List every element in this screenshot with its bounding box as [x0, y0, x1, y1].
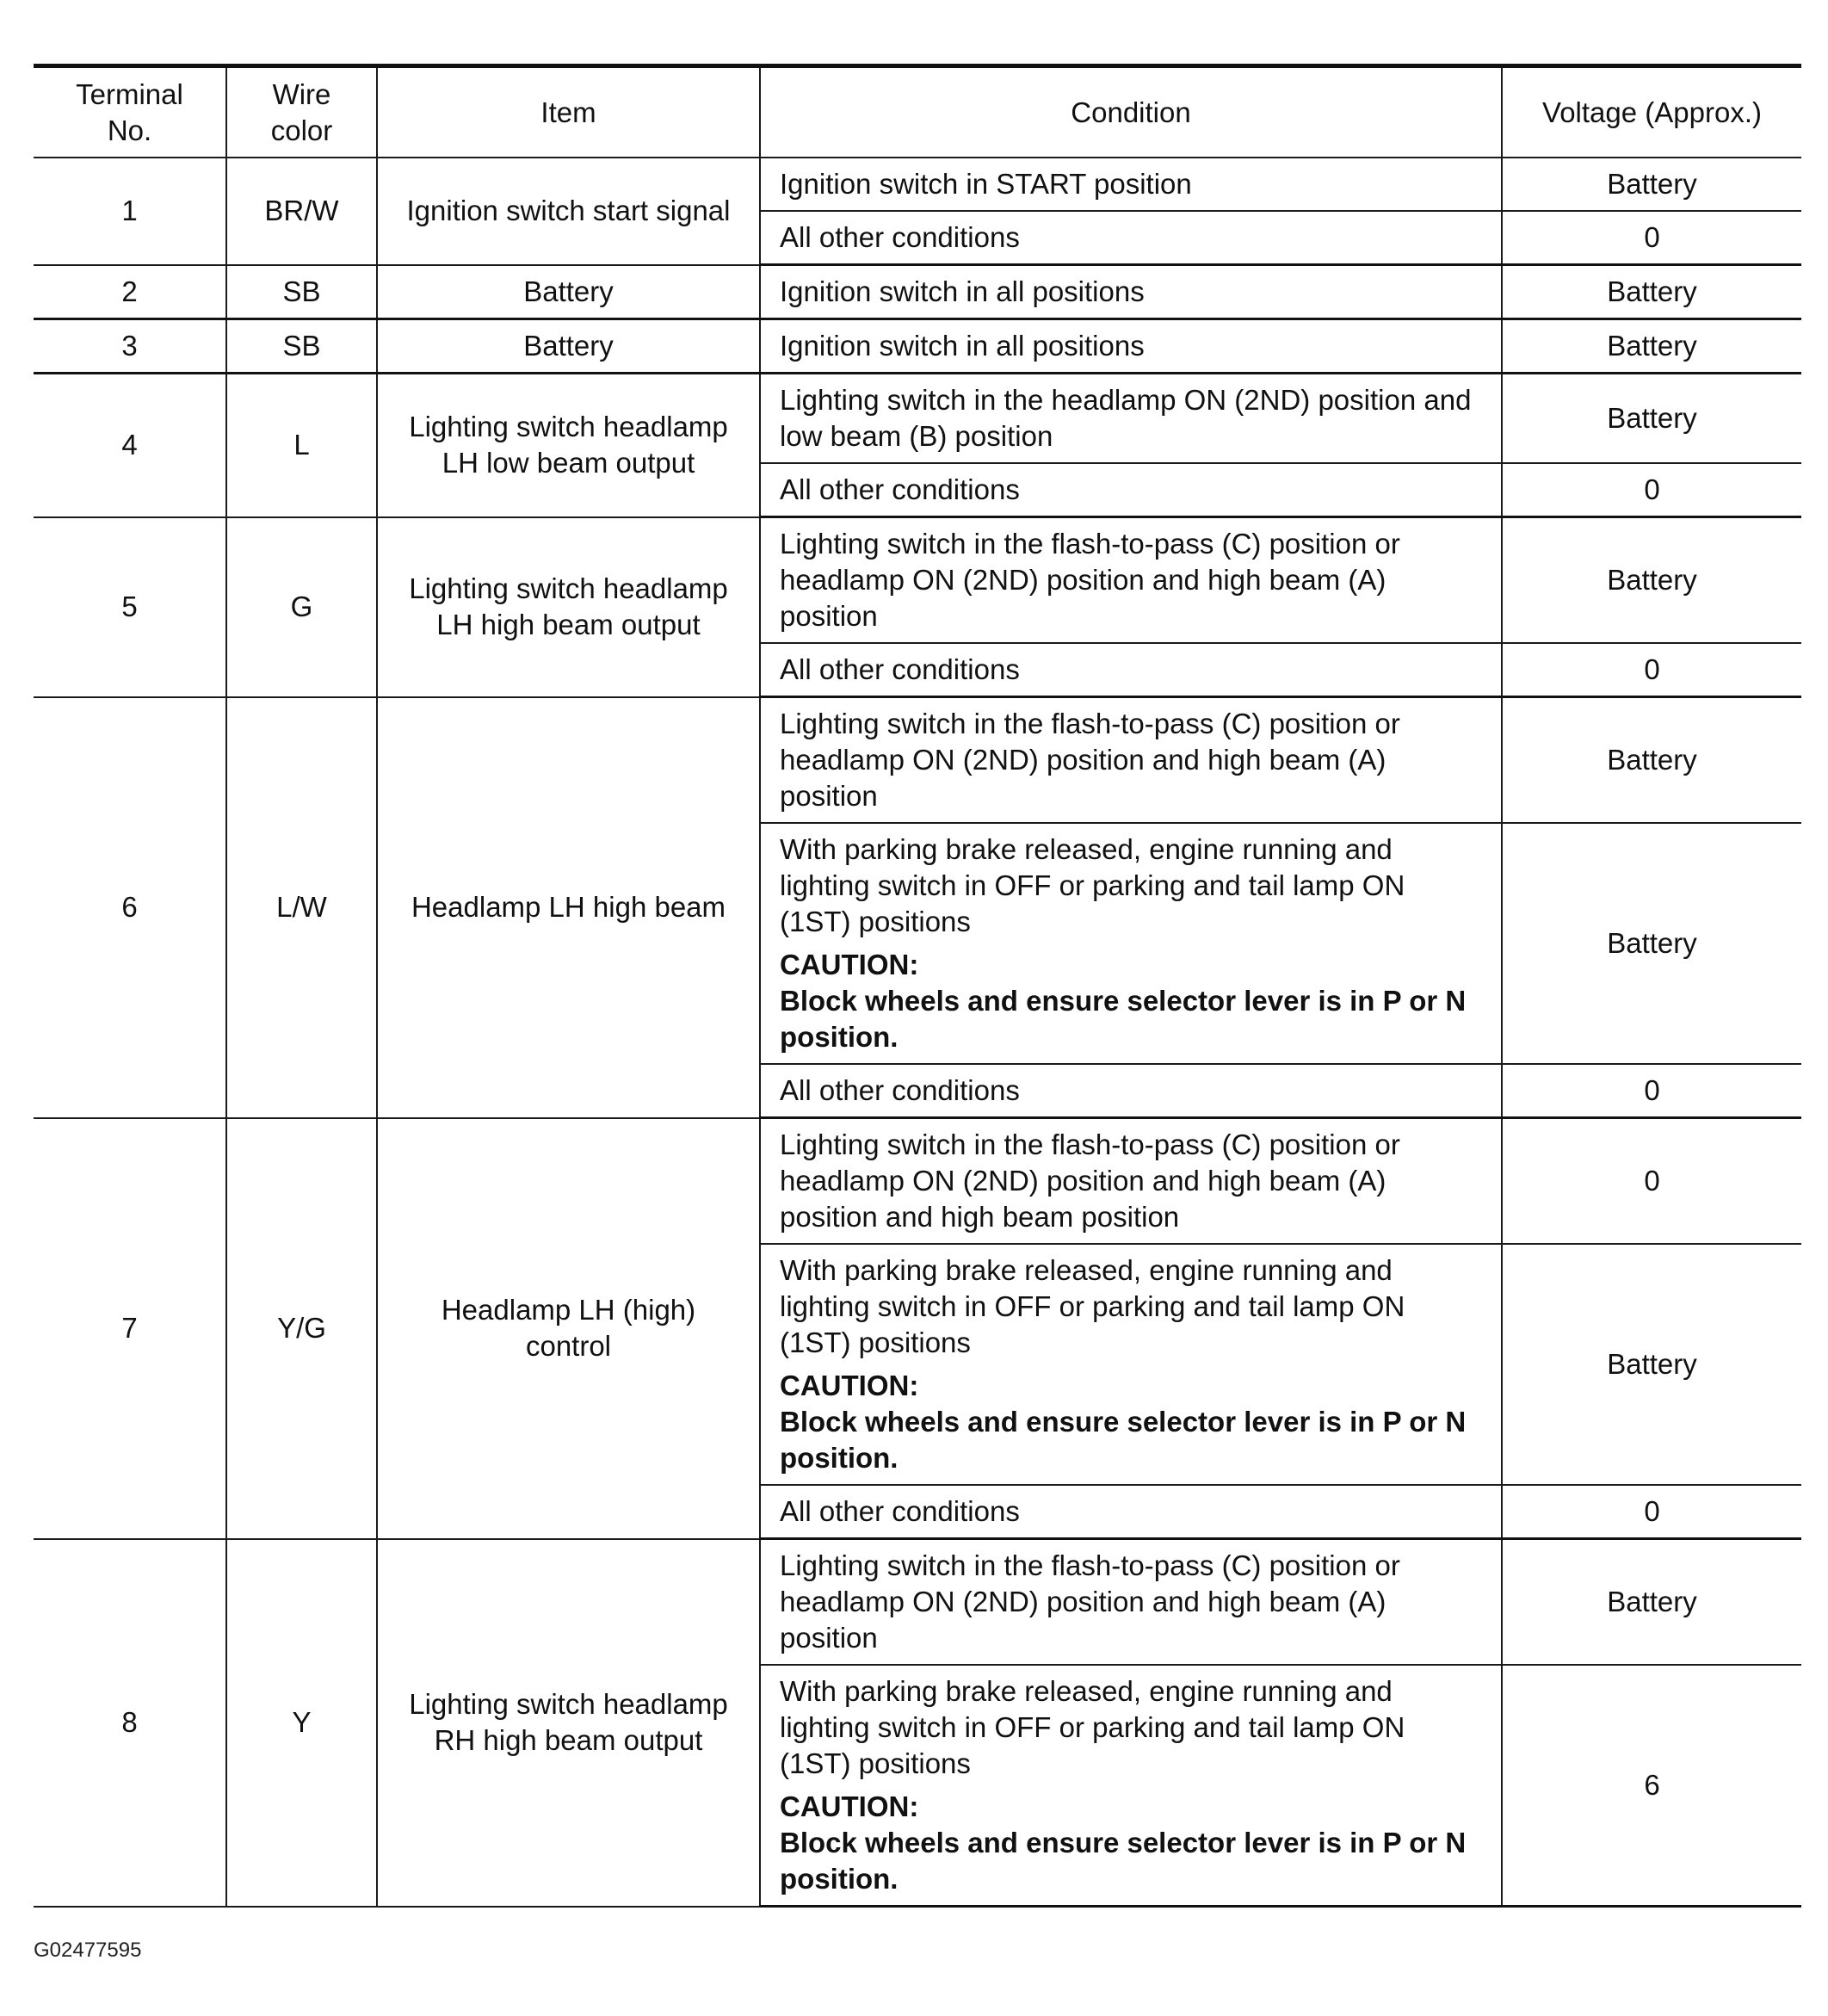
terminal-number: 1 [34, 158, 226, 265]
item-description: Ignition switch start signal [377, 158, 760, 265]
caution-text: Block wheels and ensure selector lever is in P or N position. [780, 985, 1467, 1053]
condition-text: Ignition switch in all positions [780, 330, 1145, 362]
item-description: Battery [377, 265, 760, 319]
condition-text: All other conditions [780, 221, 1020, 253]
terminal-number: 6 [34, 697, 226, 1118]
wire-color: G [226, 517, 377, 697]
voltage-value: 0 [1502, 1064, 1801, 1118]
voltage-value: 0 [1502, 463, 1801, 517]
table-row [34, 1118, 1801, 1245]
condition-cell [760, 1539, 1502, 1666]
header-voltage: Voltage (Approx.) [1502, 66, 1801, 158]
condition-cell [760, 1485, 1502, 1539]
voltage-value: Battery [1502, 517, 1801, 644]
condition-cell [760, 319, 1502, 374]
terminal-number: 3 [34, 319, 226, 374]
item-description: Lighting switch headlamp LH high beam output [377, 517, 760, 697]
wire-color: SB [226, 319, 377, 374]
item-description: Battery [377, 319, 760, 374]
condition-text: Lighting switch in the flash-to-pass (C) position or headlamp ON (2ND) position and high beam (A) position [780, 708, 1400, 812]
condition-cell [760, 517, 1502, 644]
table-body [34, 158, 1801, 1907]
condition-text: All other conditions [780, 1074, 1020, 1106]
voltage-value: 0 [1502, 643, 1801, 697]
voltage-value: 0 [1502, 211, 1801, 265]
voltage-value: Battery [1502, 374, 1801, 464]
table-row [34, 374, 1801, 464]
condition-cell [760, 1665, 1502, 1907]
header-terminal-no: Terminal No. [34, 66, 226, 158]
condition-text: With parking brake released, engine running and lighting switch in OFF or parking and tail lamp ON (1ST) positions [780, 833, 1405, 937]
header-wire-color: Wire color [226, 66, 377, 158]
terminal-number: 8 [34, 1539, 226, 1907]
condition-cell [760, 1244, 1502, 1485]
table-row [34, 1539, 1801, 1666]
caution-label: CAUTION: [780, 949, 919, 980]
condition-cell [760, 697, 1502, 824]
voltage-value: Battery [1502, 823, 1801, 1064]
table-header-row [34, 66, 1801, 158]
condition-cell [760, 265, 1502, 319]
condition-cell [760, 643, 1502, 697]
condition-text: All other conditions [780, 1495, 1020, 1527]
wire-color: Y/G [226, 1118, 377, 1539]
caution-note [780, 947, 1482, 1055]
wire-color: SB [226, 265, 377, 319]
item-description: Lighting switch headlamp RH high beam output [377, 1539, 760, 1907]
wire-color: Y [226, 1539, 377, 1907]
condition-cell [760, 211, 1502, 265]
voltage-value: Battery [1502, 1244, 1801, 1485]
condition-cell [760, 1118, 1502, 1245]
terminal-number: 5 [34, 517, 226, 697]
caution-note [780, 1368, 1482, 1476]
voltage-value: Battery [1502, 265, 1801, 319]
table-row [34, 265, 1801, 319]
item-description: Headlamp LH (high) control [377, 1118, 760, 1539]
item-description: Lighting switch headlamp LH low beam output [377, 374, 760, 517]
table-row [34, 697, 1801, 824]
document-id: G02477595 [34, 1939, 142, 1962]
voltage-value: Battery [1502, 158, 1801, 211]
condition-cell [760, 463, 1502, 517]
condition-cell [760, 158, 1502, 211]
condition-text: With parking brake released, engine running and lighting switch in OFF or parking and tail lamp ON (1ST) positions [780, 1254, 1405, 1358]
condition-cell [760, 374, 1502, 464]
wire-color: BR/W [226, 158, 377, 265]
condition-text: Lighting switch in the flash-to-pass (C) position or headlamp ON (2ND) position and high beam (A) position and high beam position [780, 1129, 1400, 1233]
terminal-table-container [34, 64, 1801, 1908]
terminal-number: 7 [34, 1118, 226, 1539]
table-row [34, 517, 1801, 644]
header-item: Item [377, 66, 760, 158]
condition-cell [760, 1064, 1502, 1118]
table-row [34, 158, 1801, 211]
caution-note [780, 1789, 1482, 1897]
voltage-value: 0 [1502, 1485, 1801, 1539]
condition-text: Ignition switch in all positions [780, 275, 1145, 307]
item-description: Headlamp LH high beam [377, 697, 760, 1118]
voltage-value: Battery [1502, 319, 1801, 374]
condition-text: All other conditions [780, 473, 1020, 505]
condition-text: Lighting switch in the headlamp ON (2ND) position and low beam (B) position [780, 384, 1472, 452]
terminal-table [34, 64, 1801, 1908]
table-row [34, 319, 1801, 374]
wire-color: L [226, 374, 377, 517]
wire-color: L/W [226, 697, 377, 1118]
condition-text: Ignition switch in START position [780, 168, 1192, 200]
caution-text: Block wheels and ensure selector lever is in P or N position. [780, 1827, 1467, 1895]
voltage-value: 6 [1502, 1665, 1801, 1907]
condition-cell [760, 823, 1502, 1064]
voltage-value: 0 [1502, 1118, 1801, 1245]
condition-text: Lighting switch in the flash-to-pass (C) position or headlamp ON (2ND) position and high beam (A) position [780, 1549, 1400, 1654]
condition-text: With parking brake released, engine running and lighting switch in OFF or parking and tail lamp ON (1ST) positions [780, 1675, 1405, 1779]
terminal-number: 2 [34, 265, 226, 319]
header-condition: Condition [760, 66, 1502, 158]
condition-text: All other conditions [780, 653, 1020, 685]
caution-text: Block wheels and ensure selector lever is in P or N position. [780, 1406, 1467, 1474]
voltage-value: Battery [1502, 697, 1801, 824]
caution-label: CAUTION: [780, 1370, 919, 1401]
condition-text: Lighting switch in the flash-to-pass (C) position or headlamp ON (2ND) position and high beam (A) position [780, 528, 1400, 632]
voltage-value: Battery [1502, 1539, 1801, 1666]
terminal-number: 4 [34, 374, 226, 517]
caution-label: CAUTION: [780, 1790, 919, 1822]
